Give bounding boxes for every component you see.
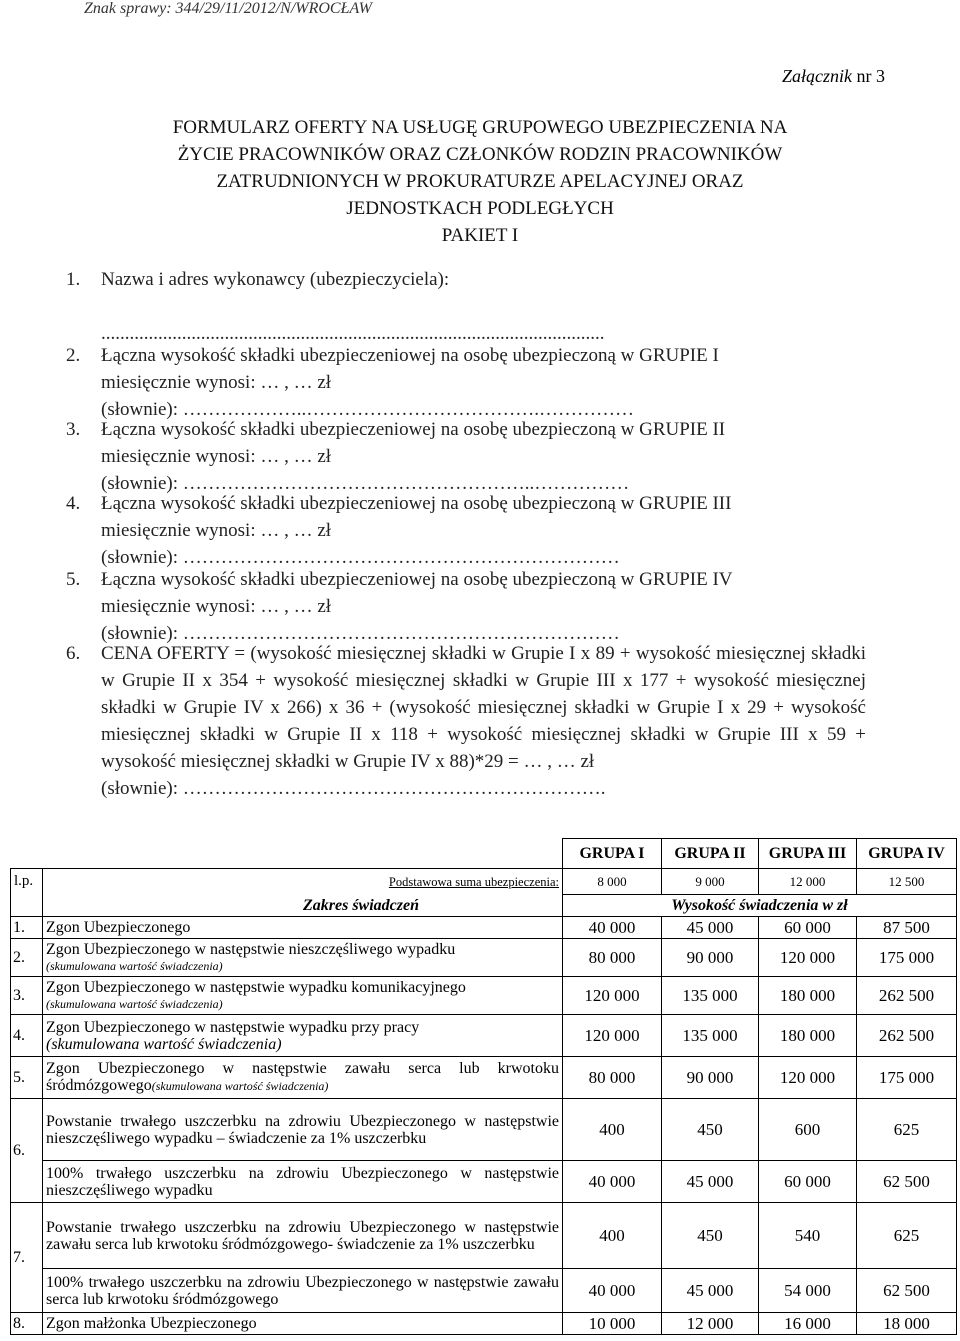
row-value: 45 000 xyxy=(662,1161,759,1203)
item-words-line: (słownie): ………………..……………………………….…………… xyxy=(101,399,635,420)
item-words-line: (słownie): …………………………………………………………… xyxy=(101,623,620,644)
title-line: JEDNOSTKACH PODLEGŁYCH xyxy=(346,198,614,219)
row-description-text: Zgon Ubezpieczonego w następstwie wypadku przy pracy xyxy=(46,1018,420,1036)
row-note: (skumulowana wartość świadczenia) xyxy=(46,958,223,973)
row-value: 10 000 xyxy=(563,1313,662,1335)
row-description: Powstanie trwałego uszczerbku na zdrowiu Ubezpieczonego w następstwie nieszczęśliwego wypadku – świadczenie za 1% uszczerbku xyxy=(43,1099,563,1161)
row-value: 120 000 xyxy=(563,977,662,1015)
row-value: 625 xyxy=(857,1099,957,1161)
row-value: 45 000 xyxy=(662,1269,759,1313)
row-value: 12 000 xyxy=(662,1313,759,1335)
row-value: 54 000 xyxy=(759,1269,857,1313)
row-value: 180 000 xyxy=(759,977,857,1015)
row-number: 1. xyxy=(11,917,43,939)
table-row xyxy=(11,1313,957,1335)
group-header: GRUPA III xyxy=(759,839,857,869)
row-value: 450 xyxy=(662,1203,759,1269)
row-value: 40 000 xyxy=(563,1269,662,1313)
header-blank xyxy=(43,839,563,869)
row-value: 262 500 xyxy=(857,977,957,1015)
row-value: 175 000 xyxy=(857,939,957,977)
item-line: miesięcznie wynosi: … , … zł xyxy=(101,446,332,467)
row-description xyxy=(43,977,563,1015)
item-number: 5. xyxy=(66,569,81,590)
table-row xyxy=(11,917,957,939)
row-description-text: Zgon Ubezpieczonego w następstwie zawału serca lub krwotoku śródmózgowego xyxy=(46,1060,559,1094)
row-description: Powstanie trwałego uszczerbku na zdrowiu Ubezpieczonego w następstwie zawału serca lub krwotoku śródmózgowego- świadczenie za 1% uszczerbku xyxy=(43,1203,563,1269)
row-number: 5. xyxy=(11,1057,43,1099)
row-value: 175 000 xyxy=(857,1057,957,1099)
row-value: 16 000 xyxy=(759,1313,857,1335)
annex-number: nr 3 xyxy=(856,66,885,86)
item-line: miesięcznie wynosi: … , … zł xyxy=(101,372,332,393)
row-value: 60 000 xyxy=(759,917,857,939)
item-number: 3. xyxy=(66,419,81,440)
item-text: Nazwa i adres wykonawcy (ubezpieczyciela): xyxy=(101,269,450,290)
base-sum-value: 9 000 xyxy=(662,869,759,895)
table-row xyxy=(11,1057,957,1099)
annex-label xyxy=(782,66,885,87)
lp-header: l.p. xyxy=(11,869,43,917)
group-header: GRUPA I xyxy=(563,839,662,869)
item-group-3-premium xyxy=(66,490,866,571)
row-value: 120 000 xyxy=(759,1057,857,1099)
row-value: 90 000 xyxy=(662,939,759,977)
row-value: 450 xyxy=(662,1099,759,1161)
row-description xyxy=(43,1057,563,1099)
row-description: Zgon małżonka Ubezpieczonego xyxy=(43,1313,563,1335)
benefit-header: Wysokość świadczenia w zł xyxy=(563,895,957,917)
item-group-4-premium xyxy=(66,566,866,647)
table-row xyxy=(11,939,957,977)
row-number: 4. xyxy=(11,1015,43,1057)
row-value: 135 000 xyxy=(662,1015,759,1057)
item-group-2-premium xyxy=(66,416,866,497)
row-number: 6. xyxy=(11,1099,43,1203)
item-line: Łączna wysokość składki ubezpieczeniowej na osobę ubezpieczoną w GRUPIE II xyxy=(101,419,726,440)
group-header: GRUPA II xyxy=(662,839,759,869)
document-title xyxy=(100,114,860,249)
row-number: 3. xyxy=(11,977,43,1015)
row-description xyxy=(43,939,563,977)
row-value: 90 000 xyxy=(662,1057,759,1099)
table-row xyxy=(11,977,957,1015)
dots-line: .......................................................................................................... xyxy=(101,323,605,344)
table-row xyxy=(11,1161,957,1203)
item-number: 6. xyxy=(66,643,81,664)
row-description-text: Zgon Ubezpieczonego w następstwie nieszczęśliwego wypadku xyxy=(46,940,456,958)
annex-word: Załącznik xyxy=(782,66,852,86)
row-value: 40 000 xyxy=(563,917,662,939)
row-number: 2. xyxy=(11,939,43,977)
row-value: 120 000 xyxy=(563,1015,662,1057)
item-line: Łączna wysokość składki ubezpieczeniowej na osobę ubezpieczoną w GRUPIE III xyxy=(101,493,732,514)
header-blank xyxy=(11,839,43,869)
base-sum-label: Podstawowa suma ubezpieczenia: xyxy=(388,874,559,889)
row-value: 540 xyxy=(759,1203,857,1269)
item-line: miesięcznie wynosi: … , … zł xyxy=(101,520,332,541)
row-value: 400 xyxy=(563,1099,662,1161)
item-number: 4. xyxy=(66,493,81,514)
row-value: 262 500 xyxy=(857,1015,957,1057)
row-description: Zgon Ubezpieczonego xyxy=(43,917,563,939)
title-line: ZATRUDNIONYCH W PROKURATURZE APELACYJNEJ ORAZ xyxy=(216,171,744,192)
row-value: 62 500 xyxy=(857,1161,957,1203)
offer-price-formula: CENA OFERTY = (wysokość miesięcznej składki w Grupie I x 89 + wysokość miesięcznej składki w Grupie II x 354 + wysokość miesięcznej składki w Grupie III x 177 + wysokość miesięcznej składki w Grupie IV x 266) x 36 + (wysokość miesięcznej składki w Grupie I x 29 + wysokość miesięcznej składki w Grupie II x 118 + wysokość miesięcznej składki w Grupie III x 59 + wysokość miesięcznej składki w Grupie IV x 88)*29 = … , … zł xyxy=(101,643,866,772)
title-line: FORMULARZ OFERTY NA USŁUGĘ GRUPOWEGO UBEZPIECZENIA NA xyxy=(172,117,788,138)
item-words-line: (słownie): …………………………………………………………… xyxy=(101,547,620,568)
offer-price-words: (słownie): …………………………………………………………. xyxy=(101,778,606,799)
item-number: 1. xyxy=(66,269,81,290)
row-value: 62 500 xyxy=(857,1269,957,1313)
row-number: 7. xyxy=(11,1203,43,1313)
row-value: 625 xyxy=(857,1203,957,1269)
base-sum-value: 12 500 xyxy=(857,869,957,895)
table-row xyxy=(11,1015,957,1057)
row-value: 135 000 xyxy=(662,977,759,1015)
row-value: 60 000 xyxy=(759,1161,857,1203)
item-words-line: (słownie): ………………………………………………..…………… xyxy=(101,473,630,494)
row-value: 600 xyxy=(759,1099,857,1161)
row-value: 40 000 xyxy=(563,1161,662,1203)
row-value: 80 000 xyxy=(563,1057,662,1099)
row-value: 120 000 xyxy=(759,939,857,977)
row-value: 180 000 xyxy=(759,1015,857,1057)
item-offer-price xyxy=(66,640,866,802)
row-number: 8. xyxy=(11,1313,43,1335)
scope-header xyxy=(43,895,563,917)
group-header: GRUPA IV xyxy=(857,839,957,869)
case-reference: Znak sprawy: 344/29/11/2012/N/WROCŁAW xyxy=(84,0,372,17)
title-line: PAKIET I xyxy=(441,225,519,246)
row-description-text: Zgon Ubezpieczonego w następstwie wypadku komunikacyjnego xyxy=(46,978,466,996)
row-description: 100% trwałego uszczerbku na zdrowiu Ubezpieczonego w następstwie zawału serca lub krwotoku śródmózgowego xyxy=(43,1269,563,1313)
item-number: 2. xyxy=(66,345,81,366)
title-line: ŻYCIE PRACOWNIKÓW ORAZ CZŁONKÓW RODZIN PRACOWNIKÓW xyxy=(177,144,783,165)
row-value: 45 000 xyxy=(662,917,759,939)
table-row xyxy=(11,1203,957,1269)
item-line: miesięcznie wynosi: … , … zł xyxy=(101,596,332,617)
benefits-table xyxy=(10,838,957,1335)
row-value: 80 000 xyxy=(563,939,662,977)
row-description xyxy=(43,1015,563,1057)
row-note: (skumulowana wartość świadczenia) xyxy=(46,996,223,1011)
row-note: (skumulowana wartość świadczenia) xyxy=(46,1035,282,1053)
base-sum-value: 12 000 xyxy=(759,869,857,895)
row-value: 18 000 xyxy=(857,1313,957,1335)
row-value: 87 500 xyxy=(857,917,957,939)
item-line: Łączna wysokość składki ubezpieczeniowej na osobę ubezpieczoną w GRUPIE I xyxy=(101,345,719,366)
scope-header-text: Zakres świadczeń xyxy=(303,896,419,914)
row-description: 100% trwałego uszczerbku na zdrowiu Ubezpieczonego w następstwie nieszczęśliwego wypadku xyxy=(43,1161,563,1203)
row-note: (skumulowana wartość świadczenia) xyxy=(151,1079,329,1093)
item-contractor-name xyxy=(66,266,866,293)
base-sum-label-cell xyxy=(43,869,563,895)
row-value: 400 xyxy=(563,1203,662,1269)
item-line: Łączna wysokość składki ubezpieczeniowej na osobę ubezpieczoną w GRUPIE IV xyxy=(101,569,733,590)
table-row xyxy=(11,1269,957,1313)
table-row xyxy=(11,1099,957,1161)
base-sum-value: 8 000 xyxy=(563,869,662,895)
item-group-1-premium xyxy=(66,342,866,423)
